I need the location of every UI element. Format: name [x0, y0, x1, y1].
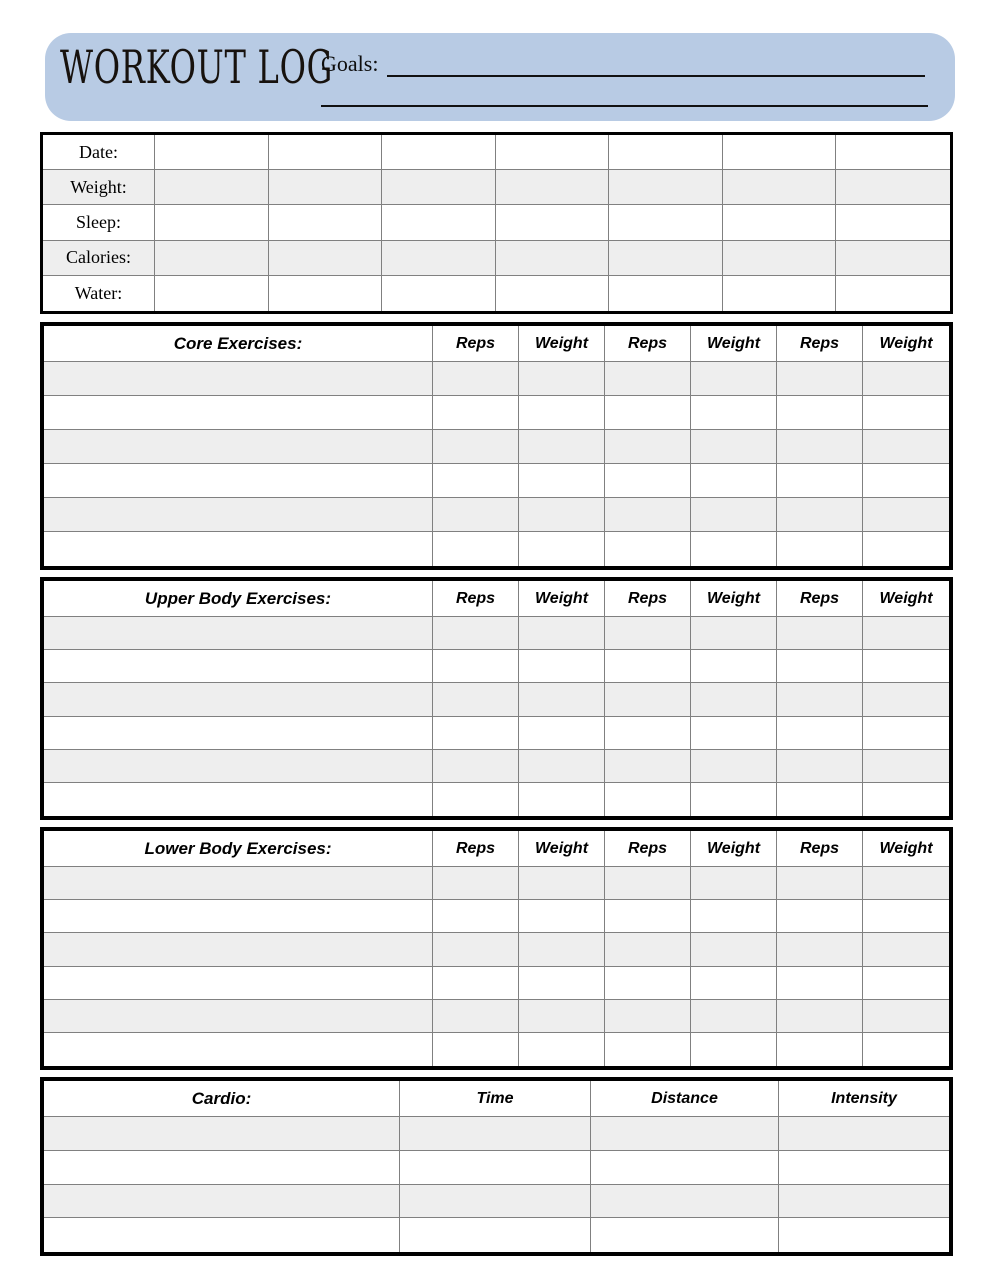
column-header: Weight — [863, 326, 949, 362]
set-entry-cell — [433, 498, 519, 532]
set-entry-cell — [777, 396, 863, 430]
stats-day-cell — [382, 276, 496, 311]
exercise-name-cell — [44, 783, 433, 816]
stats-day-cell — [382, 241, 496, 276]
stats-day-cell — [269, 276, 383, 311]
set-entry-cell — [777, 650, 863, 683]
set-entry-cell — [605, 532, 691, 566]
cardio-name-cell — [44, 1151, 400, 1185]
set-entry-cell — [433, 1033, 519, 1066]
stats-day-cell — [382, 135, 496, 170]
cardio-name-cell — [44, 1218, 400, 1252]
stats-day-cell — [496, 276, 610, 311]
set-entry-cell — [433, 933, 519, 966]
set-entry-cell — [863, 900, 949, 933]
set-entry-cell — [691, 464, 777, 498]
cardio-entry-cell — [779, 1117, 949, 1151]
set-entry-cell — [777, 717, 863, 750]
column-header: Reps — [605, 581, 691, 617]
set-entry-cell — [863, 867, 949, 900]
daily-stats-table — [40, 132, 953, 314]
set-entry-cell — [777, 532, 863, 566]
exercise-name-cell — [44, 683, 433, 716]
goals-label: Goals: — [321, 51, 379, 76]
set-entry-cell — [433, 362, 519, 396]
cardio-entry-cell — [400, 1151, 591, 1185]
set-entry-cell — [605, 783, 691, 816]
set-entry-cell — [691, 750, 777, 783]
stats-day-cell — [609, 276, 723, 311]
set-entry-cell — [863, 617, 949, 650]
set-entry-cell — [433, 650, 519, 683]
set-entry-cell — [777, 867, 863, 900]
stats-day-cell — [836, 170, 950, 205]
set-entry-cell — [691, 967, 777, 1000]
set-entry-cell — [605, 967, 691, 1000]
cardio-entry-cell — [400, 1117, 591, 1151]
stats-day-cell — [609, 170, 723, 205]
column-header: Weight — [863, 581, 949, 617]
set-entry-cell — [777, 430, 863, 464]
set-entry-cell — [433, 967, 519, 1000]
set-entry-cell — [519, 933, 605, 966]
stats-day-cell — [609, 205, 723, 240]
set-entry-cell — [519, 1033, 605, 1066]
set-entry-cell — [777, 362, 863, 396]
stats-row-label: Weight: — [43, 170, 155, 205]
set-entry-cell — [605, 464, 691, 498]
set-entry-cell — [519, 967, 605, 1000]
set-entry-cell — [519, 783, 605, 816]
goals-blank-line-2 — [321, 85, 928, 107]
set-entry-cell — [519, 683, 605, 716]
column-header: Reps — [433, 326, 519, 362]
stats-day-cell — [155, 170, 269, 205]
cardio-entry-cell — [591, 1151, 779, 1185]
column-header: Weight — [519, 831, 605, 867]
column-header: Weight — [519, 326, 605, 362]
exercise-name-cell — [44, 532, 433, 566]
set-entry-cell — [519, 650, 605, 683]
set-entry-cell — [863, 650, 949, 683]
exercise-name-cell — [44, 750, 433, 783]
set-entry-cell — [433, 396, 519, 430]
set-entry-cell — [691, 1000, 777, 1033]
stats-day-cell — [609, 135, 723, 170]
cardio-entry-cell — [779, 1185, 949, 1219]
stats-day-cell — [836, 241, 950, 276]
cardio-entry-cell — [400, 1218, 591, 1252]
exercise-name-cell — [44, 430, 433, 464]
stats-day-cell — [382, 205, 496, 240]
set-entry-cell — [777, 1000, 863, 1033]
set-entry-cell — [691, 933, 777, 966]
set-entry-cell — [605, 900, 691, 933]
set-entry-cell — [691, 396, 777, 430]
set-entry-cell — [433, 750, 519, 783]
stats-day-cell — [155, 135, 269, 170]
column-header: Reps — [777, 581, 863, 617]
cardio-name-cell — [44, 1185, 400, 1219]
set-entry-cell — [691, 362, 777, 396]
cardio-entry-cell — [779, 1151, 949, 1185]
cardio-entry-cell — [779, 1218, 949, 1252]
set-entry-cell — [605, 498, 691, 532]
set-entry-cell — [605, 362, 691, 396]
column-header: Time — [400, 1081, 591, 1117]
set-entry-cell — [863, 430, 949, 464]
set-entry-cell — [605, 396, 691, 430]
set-entry-cell — [433, 900, 519, 933]
set-entry-cell — [863, 783, 949, 816]
stats-row-label: Water: — [43, 276, 155, 311]
set-entry-cell — [777, 617, 863, 650]
stats-row-label: Calories: — [43, 241, 155, 276]
set-entry-cell — [691, 867, 777, 900]
set-entry-cell — [433, 867, 519, 900]
stats-day-cell — [723, 205, 837, 240]
cardio-entry-cell — [591, 1185, 779, 1219]
exercise-name-cell — [44, 498, 433, 532]
set-entry-cell — [863, 750, 949, 783]
set-entry-cell — [605, 1033, 691, 1066]
cardio-table — [40, 1077, 953, 1256]
column-header: Reps — [433, 581, 519, 617]
set-entry-cell — [605, 1000, 691, 1033]
set-entry-cell — [863, 498, 949, 532]
core-exercises-table — [40, 322, 953, 570]
stats-row-label: Sleep: — [43, 205, 155, 240]
set-entry-cell — [691, 783, 777, 816]
set-entry-cell — [605, 430, 691, 464]
set-entry-cell — [777, 933, 863, 966]
set-entry-cell — [605, 683, 691, 716]
lower-body-exercises-table — [40, 827, 953, 1070]
exercise-name-cell — [44, 717, 433, 750]
set-entry-cell — [605, 867, 691, 900]
column-header: Distance — [591, 1081, 779, 1117]
column-header: Reps — [777, 831, 863, 867]
set-entry-cell — [863, 1033, 949, 1066]
stats-day-cell — [496, 135, 610, 170]
stats-day-cell — [836, 205, 950, 240]
set-entry-cell — [433, 464, 519, 498]
page-title: WORKOUT LOG — [60, 40, 334, 95]
set-entry-cell — [691, 717, 777, 750]
set-entry-cell — [777, 498, 863, 532]
set-entry-cell — [519, 430, 605, 464]
set-entry-cell — [863, 396, 949, 430]
set-entry-cell — [519, 867, 605, 900]
stats-day-cell — [496, 170, 610, 205]
section-title: Core Exercises: — [44, 326, 433, 362]
stats-day-cell — [155, 205, 269, 240]
cardio-entry-cell — [591, 1218, 779, 1252]
goals-blank-line-1 — [387, 55, 925, 77]
stats-day-cell — [723, 135, 837, 170]
stats-day-cell — [496, 241, 610, 276]
set-entry-cell — [519, 617, 605, 650]
set-entry-cell — [863, 933, 949, 966]
set-entry-cell — [863, 464, 949, 498]
stats-day-cell — [609, 241, 723, 276]
stats-day-cell — [382, 170, 496, 205]
stats-row-label: Date: — [43, 135, 155, 170]
exercise-name-cell — [44, 1033, 433, 1066]
set-entry-cell — [605, 750, 691, 783]
set-entry-cell — [519, 532, 605, 566]
exercise-name-cell — [44, 396, 433, 430]
set-entry-cell — [519, 1000, 605, 1033]
set-entry-cell — [519, 750, 605, 783]
set-entry-cell — [433, 430, 519, 464]
stats-day-cell — [496, 205, 610, 240]
set-entry-cell — [863, 717, 949, 750]
set-entry-cell — [777, 464, 863, 498]
column-header: Weight — [863, 831, 949, 867]
set-entry-cell — [605, 617, 691, 650]
set-entry-cell — [691, 498, 777, 532]
column-header: Weight — [691, 581, 777, 617]
set-entry-cell — [691, 617, 777, 650]
column-header: Weight — [691, 326, 777, 362]
set-entry-cell — [433, 783, 519, 816]
stats-day-cell — [269, 241, 383, 276]
stats-day-cell — [269, 135, 383, 170]
stats-day-cell — [836, 135, 950, 170]
set-entry-cell — [863, 362, 949, 396]
exercise-name-cell — [44, 1000, 433, 1033]
set-entry-cell — [605, 650, 691, 683]
set-entry-cell — [777, 683, 863, 716]
set-entry-cell — [777, 967, 863, 1000]
stats-day-cell — [836, 276, 950, 311]
set-entry-cell — [519, 464, 605, 498]
set-entry-cell — [777, 750, 863, 783]
set-entry-cell — [433, 617, 519, 650]
set-entry-cell — [691, 683, 777, 716]
set-entry-cell — [519, 498, 605, 532]
set-entry-cell — [605, 933, 691, 966]
upper-body-exercises-table — [40, 577, 953, 820]
exercise-name-cell — [44, 362, 433, 396]
set-entry-cell — [519, 396, 605, 430]
set-entry-cell — [863, 532, 949, 566]
stats-day-cell — [155, 276, 269, 311]
stats-day-cell — [155, 241, 269, 276]
set-entry-cell — [691, 900, 777, 933]
set-entry-cell — [691, 1033, 777, 1066]
section-title: Lower Body Exercises: — [44, 831, 433, 867]
stats-day-cell — [269, 170, 383, 205]
cardio-entry-cell — [591, 1117, 779, 1151]
set-entry-cell — [691, 532, 777, 566]
column-header: Reps — [433, 831, 519, 867]
stats-day-cell — [723, 170, 837, 205]
exercise-name-cell — [44, 967, 433, 1000]
cardio-name-cell — [44, 1117, 400, 1151]
set-entry-cell — [433, 532, 519, 566]
column-header: Intensity — [779, 1081, 949, 1117]
column-header: Weight — [691, 831, 777, 867]
section-title: Upper Body Exercises: — [44, 581, 433, 617]
set-entry-cell — [691, 430, 777, 464]
set-entry-cell — [519, 362, 605, 396]
section-title: Cardio: — [44, 1081, 400, 1117]
set-entry-cell — [433, 717, 519, 750]
set-entry-cell — [433, 683, 519, 716]
set-entry-cell — [863, 967, 949, 1000]
exercise-name-cell — [44, 650, 433, 683]
set-entry-cell — [777, 783, 863, 816]
stats-day-cell — [723, 276, 837, 311]
exercise-name-cell — [44, 464, 433, 498]
set-entry-cell — [863, 1000, 949, 1033]
exercise-name-cell — [44, 617, 433, 650]
exercise-name-cell — [44, 900, 433, 933]
set-entry-cell — [691, 650, 777, 683]
set-entry-cell — [777, 900, 863, 933]
column-header: Reps — [777, 326, 863, 362]
column-header: Reps — [605, 831, 691, 867]
set-entry-cell — [777, 1033, 863, 1066]
set-entry-cell — [605, 717, 691, 750]
set-entry-cell — [863, 683, 949, 716]
exercise-name-cell — [44, 933, 433, 966]
cardio-entry-cell — [400, 1185, 591, 1219]
exercise-name-cell — [44, 867, 433, 900]
stats-day-cell — [723, 241, 837, 276]
stats-day-cell — [269, 205, 383, 240]
set-entry-cell — [433, 1000, 519, 1033]
set-entry-cell — [519, 900, 605, 933]
column-header: Weight — [519, 581, 605, 617]
set-entry-cell — [519, 717, 605, 750]
column-header: Reps — [605, 326, 691, 362]
